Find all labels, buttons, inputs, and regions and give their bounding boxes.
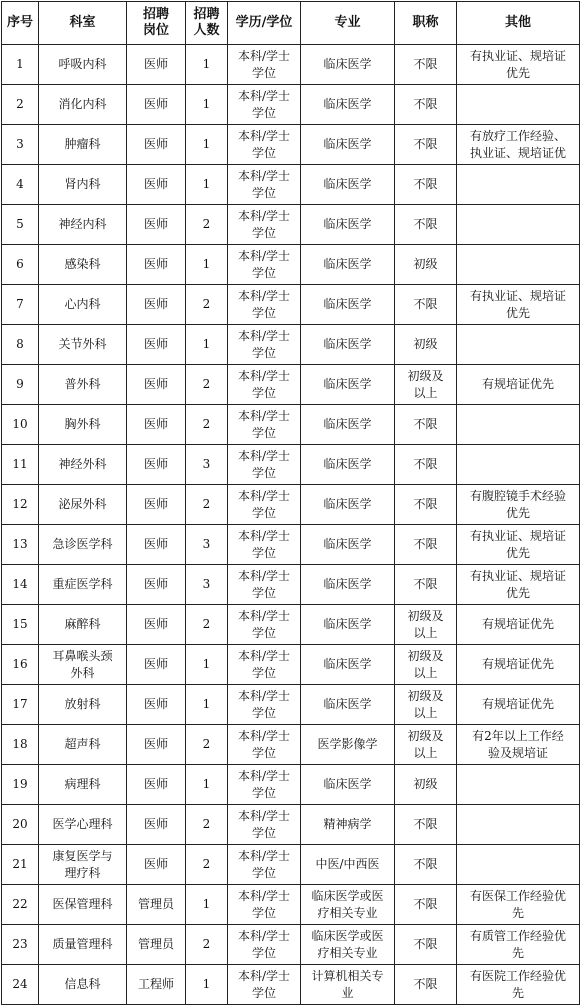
cell-headcount: 2: [186, 285, 228, 325]
cell-major: 临床医学或医 疗相关专业: [301, 925, 395, 965]
table-row: [2, 805, 580, 845]
cell-headcount: 1: [186, 45, 228, 85]
table-row: [2, 245, 580, 285]
cell-title: 不限: [395, 925, 457, 965]
cell-other: [457, 85, 580, 125]
cell-department: 超声科: [39, 725, 127, 765]
table-row: [2, 725, 580, 765]
cell-title: 初级: [395, 765, 457, 805]
header-department: 科室: [39, 2, 127, 45]
cell-position: 医师: [127, 485, 186, 525]
cell-other: 有执业证、规培证 优先: [457, 45, 580, 85]
table-row: [2, 925, 580, 965]
cell-education: 本科/学士 学位: [228, 405, 301, 445]
cell-index: 8: [2, 325, 39, 365]
cell-other: [457, 765, 580, 805]
cell-education: 本科/学士 学位: [228, 445, 301, 485]
cell-major: 临床医学: [301, 565, 395, 605]
cell-title: 初级及 以上: [395, 645, 457, 685]
cell-index: 3: [2, 125, 39, 165]
cell-title: 不限: [395, 965, 457, 1005]
cell-major: 临床医学: [301, 365, 395, 405]
cell-title: 初级及 以上: [395, 605, 457, 645]
cell-major: 临床医学: [301, 405, 395, 445]
cell-position: 医师: [127, 565, 186, 605]
cell-headcount: 1: [186, 685, 228, 725]
cell-department: 麻醉科: [39, 605, 127, 645]
cell-index: 15: [2, 605, 39, 645]
cell-other: 有腹腔镜手术经验 优先: [457, 485, 580, 525]
cell-index: 10: [2, 405, 39, 445]
header-major: 专业: [301, 2, 395, 45]
cell-department: 医学心理科: [39, 805, 127, 845]
cell-title: 不限: [395, 205, 457, 245]
cell-headcount: 2: [186, 205, 228, 245]
cell-other: [457, 805, 580, 845]
cell-major: 临床医学: [301, 45, 395, 85]
cell-other: [457, 245, 580, 285]
cell-education: 本科/学士 学位: [228, 285, 301, 325]
cell-index: 9: [2, 365, 39, 405]
cell-department: 胸外科: [39, 405, 127, 445]
cell-education: 本科/学士 学位: [228, 565, 301, 605]
cell-position: 医师: [127, 405, 186, 445]
cell-headcount: 1: [186, 885, 228, 925]
cell-major: 医学影像学: [301, 725, 395, 765]
cell-other: [457, 325, 580, 365]
cell-index: 17: [2, 685, 39, 725]
cell-other: 有执业证、规培证 优先: [457, 525, 580, 565]
header-education: 学历/学位: [228, 2, 301, 45]
cell-position: 医师: [127, 365, 186, 405]
cell-major: 临床医学: [301, 685, 395, 725]
header-title: 职称: [395, 2, 457, 45]
cell-position: 医师: [127, 285, 186, 325]
cell-department: 普外科: [39, 365, 127, 405]
cell-education: 本科/学士 学位: [228, 805, 301, 845]
table-row: [2, 445, 580, 485]
cell-index: 6: [2, 245, 39, 285]
cell-position: 医师: [127, 605, 186, 645]
table-row: [2, 205, 580, 245]
cell-headcount: 1: [186, 965, 228, 1005]
cell-headcount: 2: [186, 725, 228, 765]
cell-education: 本科/学士 学位: [228, 125, 301, 165]
cell-other: 有医保工作经验优 先: [457, 885, 580, 925]
cell-position: 医师: [127, 805, 186, 845]
cell-other: 有规培证优先: [457, 605, 580, 645]
cell-position: 医师: [127, 765, 186, 805]
cell-major: 临床医学: [301, 445, 395, 485]
cell-headcount: 1: [186, 85, 228, 125]
table-row: [2, 765, 580, 805]
cell-position: 医师: [127, 645, 186, 685]
cell-department: 医保管理科: [39, 885, 127, 925]
table-row: [2, 325, 580, 365]
cell-headcount: 2: [186, 845, 228, 885]
cell-education: 本科/学士 学位: [228, 165, 301, 205]
cell-other: [457, 445, 580, 485]
cell-index: 18: [2, 725, 39, 765]
cell-index: 11: [2, 445, 39, 485]
cell-headcount: 1: [186, 765, 228, 805]
cell-department: 神经内科: [39, 205, 127, 245]
table-row: [2, 965, 580, 1005]
cell-education: 本科/学士 学位: [228, 925, 301, 965]
cell-major: 临床医学: [301, 485, 395, 525]
table-row: [2, 685, 580, 725]
cell-title: 不限: [395, 485, 457, 525]
cell-major: 临床医学: [301, 325, 395, 365]
cell-department: 放射科: [39, 685, 127, 725]
cell-other: [457, 205, 580, 245]
cell-position: 医师: [127, 325, 186, 365]
cell-headcount: 3: [186, 565, 228, 605]
cell-headcount: 2: [186, 405, 228, 445]
cell-education: 本科/学士 学位: [228, 45, 301, 85]
header-index: 序号: [2, 2, 39, 45]
cell-other: 有规培证优先: [457, 645, 580, 685]
cell-other: 有规培证优先: [457, 685, 580, 725]
cell-headcount: 3: [186, 445, 228, 485]
cell-title: 不限: [395, 45, 457, 85]
cell-title: 不限: [395, 565, 457, 605]
cell-title: 不限: [395, 845, 457, 885]
cell-department: 信息科: [39, 965, 127, 1005]
cell-education: 本科/学士 学位: [228, 325, 301, 365]
cell-headcount: 1: [186, 645, 228, 685]
table-row: [2, 365, 580, 405]
table-row: [2, 525, 580, 565]
cell-index: 12: [2, 485, 39, 525]
cell-major: 临床医学: [301, 765, 395, 805]
cell-index: 19: [2, 765, 39, 805]
table-row: [2, 885, 580, 925]
cell-major: 中医/中西医: [301, 845, 395, 885]
cell-department: 呼吸内科: [39, 45, 127, 85]
cell-index: 14: [2, 565, 39, 605]
cell-position: 医师: [127, 245, 186, 285]
cell-department: 泌尿外科: [39, 485, 127, 525]
cell-education: 本科/学士 学位: [228, 245, 301, 285]
cell-index: 7: [2, 285, 39, 325]
header-headcount: 招聘 人数: [186, 2, 228, 45]
cell-headcount: 3: [186, 525, 228, 565]
cell-headcount: 1: [186, 125, 228, 165]
cell-headcount: 1: [186, 245, 228, 285]
table-row: [2, 165, 580, 205]
table-row: [2, 845, 580, 885]
cell-index: 24: [2, 965, 39, 1005]
cell-title: 不限: [395, 165, 457, 205]
cell-education: 本科/学士 学位: [228, 645, 301, 685]
cell-index: 13: [2, 525, 39, 565]
cell-education: 本科/学士 学位: [228, 205, 301, 245]
cell-other: 有医院工作经验优 先: [457, 965, 580, 1005]
cell-headcount: 2: [186, 805, 228, 845]
cell-title: 初级及 以上: [395, 725, 457, 765]
cell-title: 不限: [395, 285, 457, 325]
cell-headcount: 2: [186, 925, 228, 965]
cell-position: 工程师: [127, 965, 186, 1005]
cell-index: 1: [2, 45, 39, 85]
cell-headcount: 1: [186, 165, 228, 205]
cell-other: [457, 845, 580, 885]
cell-position: 医师: [127, 525, 186, 565]
cell-position: 医师: [127, 165, 186, 205]
cell-other: 有质管工作经验优 先: [457, 925, 580, 965]
cell-index: 20: [2, 805, 39, 845]
cell-title: 初级及 以上: [395, 365, 457, 405]
cell-position: 医师: [127, 725, 186, 765]
table-row: [2, 45, 580, 85]
cell-department: 重症医学科: [39, 565, 127, 605]
cell-department: 急诊医学科: [39, 525, 127, 565]
cell-education: 本科/学士 学位: [228, 725, 301, 765]
recruitment-table: [1, 1, 580, 1005]
cell-position: 医师: [127, 125, 186, 165]
cell-position: 医师: [127, 85, 186, 125]
cell-title: 不限: [395, 885, 457, 925]
cell-position: 医师: [127, 685, 186, 725]
cell-title: 初级: [395, 245, 457, 285]
cell-education: 本科/学士 学位: [228, 765, 301, 805]
cell-department: 关节外科: [39, 325, 127, 365]
cell-other: 有执业证、规培证 优先: [457, 285, 580, 325]
cell-other: [457, 165, 580, 205]
cell-other: 有2年以上工作经 验及规培证: [457, 725, 580, 765]
cell-index: 21: [2, 845, 39, 885]
cell-major: 临床医学: [301, 525, 395, 565]
table-row: [2, 285, 580, 325]
cell-department: 感染科: [39, 245, 127, 285]
cell-headcount: 1: [186, 325, 228, 365]
cell-other: 有规培证优先: [457, 365, 580, 405]
table-row: [2, 645, 580, 685]
cell-major: 临床医学: [301, 245, 395, 285]
cell-department: 肾内科: [39, 165, 127, 205]
cell-department: 病理科: [39, 765, 127, 805]
cell-index: 22: [2, 885, 39, 925]
table-row: [2, 565, 580, 605]
cell-other: [457, 405, 580, 445]
table-row: [2, 605, 580, 645]
cell-position: 医师: [127, 445, 186, 485]
cell-title: 不限: [395, 805, 457, 845]
header-other: 其他: [457, 2, 580, 45]
table-row: [2, 405, 580, 445]
cell-department: 肿瘤科: [39, 125, 127, 165]
cell-index: 16: [2, 645, 39, 685]
cell-department: 神经外科: [39, 445, 127, 485]
cell-title: 不限: [395, 125, 457, 165]
table-row: [2, 485, 580, 525]
cell-department: 心内科: [39, 285, 127, 325]
cell-major: 精神病学: [301, 805, 395, 845]
header-position: 招聘 岗位: [127, 2, 186, 45]
cell-education: 本科/学士 学位: [228, 885, 301, 925]
cell-education: 本科/学士 学位: [228, 365, 301, 405]
cell-title: 不限: [395, 405, 457, 445]
cell-other: 有执业证、规培证 优先: [457, 565, 580, 605]
cell-department: 康复医学与 理疗科: [39, 845, 127, 885]
cell-headcount: 2: [186, 365, 228, 405]
cell-department: 质量管理科: [39, 925, 127, 965]
cell-title: 初级及 以上: [395, 685, 457, 725]
cell-department: 消化内科: [39, 85, 127, 125]
cell-education: 本科/学士 学位: [228, 485, 301, 525]
cell-education: 本科/学士 学位: [228, 845, 301, 885]
cell-position: 管理员: [127, 925, 186, 965]
table-row: [2, 125, 580, 165]
cell-major: 临床医学: [301, 285, 395, 325]
cell-major: 临床医学: [301, 85, 395, 125]
cell-position: 管理员: [127, 885, 186, 925]
cell-major: 临床医学: [301, 605, 395, 645]
cell-department: 耳鼻喉头颈 外科: [39, 645, 127, 685]
cell-title: 初级: [395, 325, 457, 365]
cell-education: 本科/学士 学位: [228, 85, 301, 125]
cell-index: 2: [2, 85, 39, 125]
cell-headcount: 2: [186, 485, 228, 525]
cell-position: 医师: [127, 205, 186, 245]
header-row: [2, 2, 580, 45]
cell-title: 不限: [395, 445, 457, 485]
cell-headcount: 2: [186, 605, 228, 645]
table-body: [2, 45, 580, 1005]
cell-position: 医师: [127, 45, 186, 85]
cell-education: 本科/学士 学位: [228, 525, 301, 565]
cell-index: 23: [2, 925, 39, 965]
cell-major: 临床医学或医 疗相关专业: [301, 885, 395, 925]
cell-major: 临床医学: [301, 205, 395, 245]
table-row: [2, 85, 580, 125]
cell-major: 临床医学: [301, 645, 395, 685]
cell-index: 4: [2, 165, 39, 205]
cell-title: 不限: [395, 525, 457, 565]
cell-education: 本科/学士 学位: [228, 685, 301, 725]
cell-major: 临床医学: [301, 165, 395, 205]
cell-title: 不限: [395, 85, 457, 125]
cell-education: 本科/学士 学位: [228, 605, 301, 645]
cell-education: 本科/学士 学位: [228, 965, 301, 1005]
cell-position: 医师: [127, 845, 186, 885]
cell-major: 计算机相关专 业: [301, 965, 395, 1005]
cell-major: 临床医学: [301, 125, 395, 165]
cell-index: 5: [2, 205, 39, 245]
cell-other: 有放疗工作经验、 执业证、规培证优: [457, 125, 580, 165]
